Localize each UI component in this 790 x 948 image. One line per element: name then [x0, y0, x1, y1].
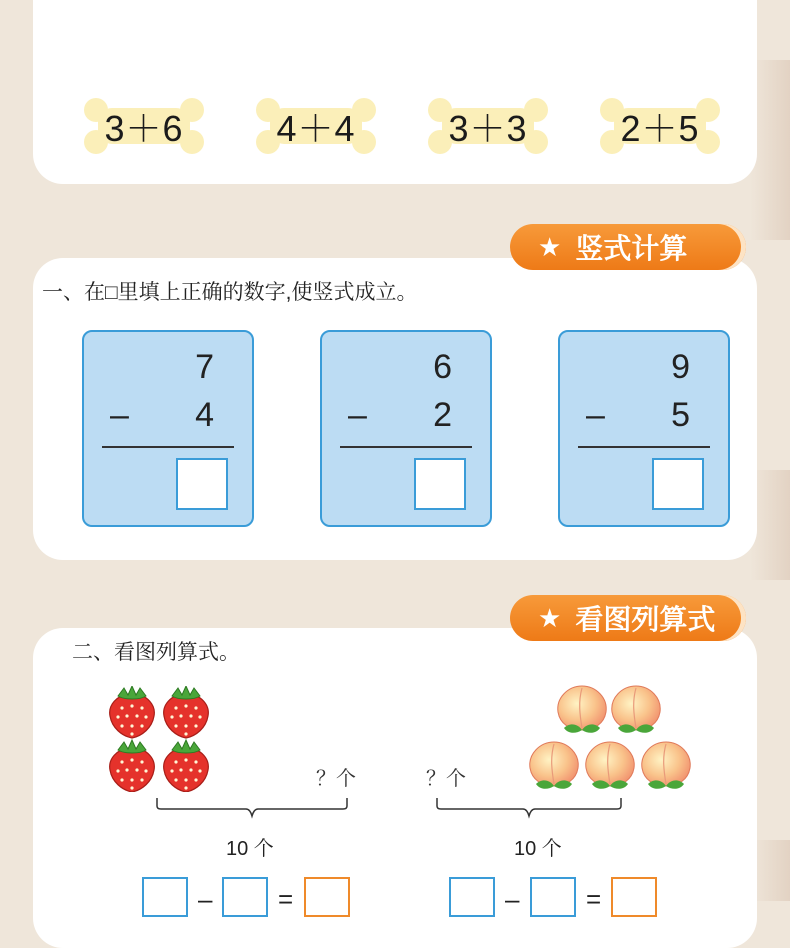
vertical-problem: [558, 330, 730, 527]
question-label: ？个: [426, 766, 466, 790]
instruction-text: 一、在□里填上正确的数字,使竖式成立。: [42, 281, 418, 304]
equation-box[interactable]: [449, 877, 495, 917]
peach-icon: [558, 686, 606, 733]
total-label: 10 个: [226, 838, 274, 860]
equation-result-box[interactable]: [611, 877, 657, 917]
star-icon: ★: [538, 231, 562, 262]
peach-icon: [612, 686, 660, 733]
peach-icon: [530, 742, 578, 789]
expression-chip: [80, 96, 208, 156]
subtrahend: 2: [433, 396, 452, 434]
subtrahend: 5: [671, 396, 690, 434]
strawberry-icon: [164, 740, 209, 792]
brace-left: [154, 796, 350, 820]
brace-right: [434, 796, 624, 820]
equation-operator: –: [505, 884, 520, 914]
expression-text: 3＋6: [104, 107, 184, 149]
equation-box[interactable]: [530, 877, 576, 917]
sum-line: [102, 446, 234, 448]
minuend: 9: [671, 348, 690, 386]
expression-text: 4＋4: [276, 107, 356, 149]
total-label: 10 个: [514, 838, 562, 860]
peach-group: [528, 684, 698, 792]
answer-box[interactable]: [414, 458, 466, 510]
sum-line: [340, 446, 472, 448]
peach-icon: [642, 742, 690, 789]
section-tab-label: 竖式计算: [575, 233, 688, 264]
instruction-text: 二、看图列算式。: [72, 641, 240, 664]
strawberry-icon: [110, 686, 155, 738]
expression-text: 2＋5: [620, 107, 700, 149]
expression-text: 3＋3: [448, 107, 528, 149]
minuend: 7: [195, 348, 214, 386]
section-tab-picture-calc: [510, 595, 746, 641]
strawberry-icon: [164, 686, 209, 738]
star-icon: ★: [538, 602, 562, 633]
operator: –: [110, 396, 129, 434]
question-label: ？个: [316, 766, 356, 790]
peach-icon: [586, 742, 634, 789]
minuend: 6: [433, 348, 452, 386]
section-tab-label: 看图列算式: [575, 604, 716, 635]
equation-operator: =: [278, 884, 294, 914]
expression-chip: [252, 96, 380, 156]
answer-box[interactable]: [652, 458, 704, 510]
vertical-problem: [82, 330, 254, 527]
equation-box[interactable]: [142, 877, 188, 917]
subtrahend: 4: [195, 396, 214, 434]
strawberry-icon: [110, 740, 155, 792]
equation-operator: =: [586, 884, 602, 914]
operator: –: [348, 396, 367, 434]
answer-box[interactable]: [176, 458, 228, 510]
equation-result-box[interactable]: [304, 877, 350, 917]
strawberry-group: [108, 686, 212, 792]
sum-line: [578, 446, 710, 448]
expression-chip: [424, 96, 552, 156]
equation-box[interactable]: [222, 877, 268, 917]
section-tab-vertical-calc: [510, 224, 746, 270]
vertical-problem: [320, 330, 492, 527]
equation-operator: –: [198, 884, 213, 914]
expression-card: [33, 0, 757, 184]
expression-chip: [596, 96, 724, 156]
operator: –: [586, 396, 605, 434]
